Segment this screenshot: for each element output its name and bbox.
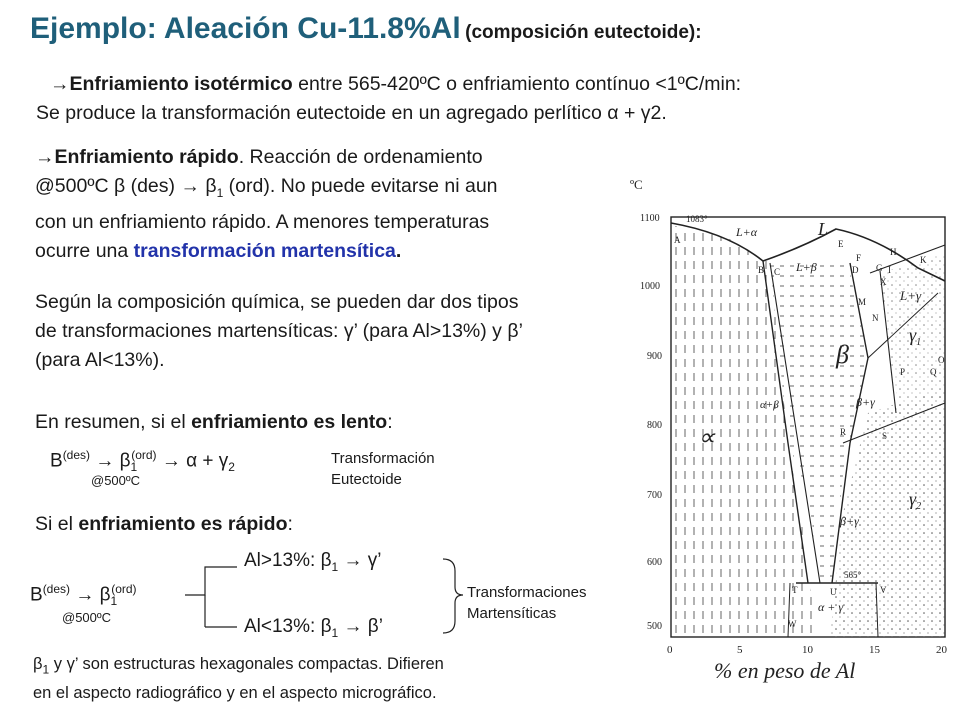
pt-O: O [938, 355, 945, 365]
fast-eq-sub: 1 [110, 594, 118, 609]
pt-E: E [838, 239, 844, 249]
martensitic-highlight: transformación martensítica [133, 239, 396, 262]
y-tick: 900 [647, 351, 662, 362]
branch-connectors [185, 555, 465, 635]
note-beta: β [33, 655, 43, 673]
pt-V: V [880, 585, 887, 595]
label-alpha-gamma2: α + γ [818, 600, 844, 614]
slow-heading-bold: enfriamiento es lento [191, 411, 388, 433]
paragraph-isothermal-line1 [36, 70, 741, 99]
rapid-line1 [35, 143, 498, 172]
eq-B: B [50, 450, 63, 472]
note [33, 652, 444, 705]
isotherm-565: 565° [844, 570, 862, 580]
slow-label-2: Eutectoide [331, 471, 402, 488]
rapid-l2-b: β [199, 175, 217, 197]
label-beta: β [836, 340, 849, 369]
gamma1-text: γ [909, 325, 917, 345]
pt-N: N [872, 313, 879, 323]
eq-ord: (ord) [131, 448, 157, 462]
fast-heading-c: : [287, 513, 293, 535]
slow-equation [50, 448, 235, 474]
slow-heading-a: En resumen, si el [35, 411, 192, 433]
fast-eq-B: B [30, 584, 43, 606]
pt-W: W [788, 619, 797, 629]
note-line2: en el aspecto radiográfico y en el aspecto micrográfico. [33, 684, 437, 703]
upper-b: γ’ [367, 550, 382, 571]
x-tick: 5 [737, 644, 743, 656]
note-line1 [33, 652, 444, 681]
x-tick: 0 [667, 644, 673, 656]
rapid-bold: Enfriamiento rápido [54, 146, 239, 168]
eq-beta: β [119, 450, 131, 472]
upper-sub: 1 [331, 559, 339, 574]
y-tick: 1000 [640, 281, 660, 292]
rapid-line3: con un enfriamiento rápido. A menores temperaturas [35, 210, 490, 233]
arrow-icon: → [161, 450, 181, 472]
isotherm-1083: 1083° [686, 214, 708, 224]
fast-eq-ord: (ord) [111, 582, 137, 596]
pt-R: R [840, 427, 847, 437]
eq-des: (des) [62, 448, 91, 462]
lower-b: β’ [367, 616, 383, 637]
rapid-line4 [35, 237, 498, 266]
y-tick: 600 [647, 557, 662, 568]
arrow-icon: → [180, 175, 200, 197]
x-tick: 10 [802, 644, 813, 656]
phase-diagram-svg [618, 163, 960, 720]
bracket-icon [443, 559, 463, 633]
label-L-alpha: L+α [736, 225, 758, 239]
rapid-l2-sub: 1 [216, 185, 224, 200]
label-L-gamma: L+γ [900, 288, 922, 303]
slow-temp: @500ºC [91, 473, 141, 488]
arrow-icon: → [35, 146, 55, 168]
arrow-icon: → [343, 550, 363, 571]
pt-I: I [888, 265, 891, 275]
y-unit: ºC [630, 177, 643, 192]
fast-heading [35, 510, 293, 539]
x-tick: 15 [869, 644, 880, 656]
note-sub: 1 [42, 662, 50, 677]
pt-B: B [758, 265, 765, 275]
isothermal-bold: Enfriamiento isotérmico [69, 73, 293, 95]
branch-fork-line [185, 567, 237, 595]
slow-heading-c: : [387, 411, 393, 433]
eq-gamma-sub: 2 [228, 460, 235, 475]
rapid-l1-rest: . Reacción de ordenamiento [238, 146, 483, 168]
paragraph-isothermal [36, 70, 741, 128]
label-L-beta: L+β [796, 260, 817, 274]
pt-H: H [890, 247, 897, 257]
pt-U: U [830, 587, 837, 597]
pt-X: X [880, 277, 887, 287]
composition-line1: Según la composición química, se pueden dar dos tipos [35, 291, 519, 313]
label-alpha: ∝ [698, 425, 716, 451]
label-beta-gamma2: β+γ [840, 514, 859, 528]
fast-heading-bold: enfriamiento es rápido [78, 513, 288, 535]
lower-sub: 1 [331, 625, 339, 640]
slide-title [30, 12, 702, 46]
pt-M: M [858, 297, 867, 307]
pt-S: S [882, 431, 888, 441]
paragraph-rapid [35, 143, 498, 266]
pt-K: K [920, 255, 927, 265]
fast-eq-beta: β [99, 584, 111, 606]
note-l1: y γ’ son estructuras hexagonales compactas. Difieren [49, 655, 444, 673]
pt-C: C [774, 267, 781, 277]
pt-D: D [852, 265, 859, 275]
pt-P: P [900, 367, 906, 377]
rapid-l2-a: @500ºC β (des) [35, 175, 181, 197]
slow-heading [35, 408, 393, 437]
y-tick: 800 [647, 420, 662, 431]
phase-diagram [618, 163, 960, 720]
gamma2-sub: 2 [916, 501, 922, 512]
label-beta-gamma1: β+γ [856, 395, 875, 409]
fast-label-2: Martensíticas [467, 605, 557, 622]
rapid-line2 [35, 172, 498, 208]
paragraph-composition [35, 288, 523, 375]
eq-alpha-gamma: α + γ [186, 450, 229, 472]
rapid-l4-end: . [395, 239, 402, 262]
title-sub: (composición eutectoide): [465, 22, 702, 43]
arrow-icon: → [50, 73, 70, 95]
arrow-icon: → [95, 450, 115, 472]
fast-label [467, 582, 587, 624]
y-tick: 700 [647, 490, 662, 501]
label-L: L [818, 219, 829, 239]
isothermal-rest: entre 565-420ºC o enfriamiento contínuo <1ºC/min: [292, 73, 742, 95]
slow-label-1: Transformación [331, 450, 435, 467]
lower-a: Al<13%: β [244, 616, 332, 637]
fast-heading-a: Si el [35, 513, 79, 535]
upper-a: Al>13%: β [244, 550, 332, 571]
eq-beta-sub: 1 [130, 460, 138, 475]
x-tick: 20 [936, 644, 947, 656]
pt-Q: Q [930, 367, 937, 377]
pt-T: T [792, 585, 798, 595]
x-label: % en peso de Al [714, 658, 856, 683]
pt-F: F [856, 253, 862, 263]
pt-G: G [876, 263, 883, 273]
composition-line2: de transformaciones martensíticas: γ’ (para Al>13%) y β’ [35, 320, 523, 342]
rapid-l2-c: (ord). No puede evitarse ni aun [223, 175, 498, 197]
label-alpha-beta: α+β [760, 399, 779, 411]
y-tick: 500 [647, 621, 662, 632]
gamma2-text: γ [909, 489, 917, 509]
pt-A: A [674, 235, 681, 245]
title-main: Ejemplo: Aleación Cu-11.8%Al [30, 12, 461, 45]
arrow-icon: → [75, 584, 95, 606]
fast-equation [30, 582, 137, 608]
fast-eq-des: (des) [42, 582, 71, 596]
fast-label-1: Transformaciones [467, 584, 587, 601]
rapid-l4-a: ocurre una [35, 239, 134, 262]
y-tick: 1100 [640, 213, 660, 224]
gamma1-sub: 1 [916, 337, 922, 348]
arrow-icon: → [343, 616, 363, 637]
paragraph-isothermal-line2: Se produce la transformación eutectoide en un agregado perlítico α + γ2. [36, 102, 667, 124]
fast-temp: @500ºC [62, 610, 112, 625]
composition-line3: (para Al<13%). [35, 349, 165, 371]
slow-label [331, 448, 435, 490]
